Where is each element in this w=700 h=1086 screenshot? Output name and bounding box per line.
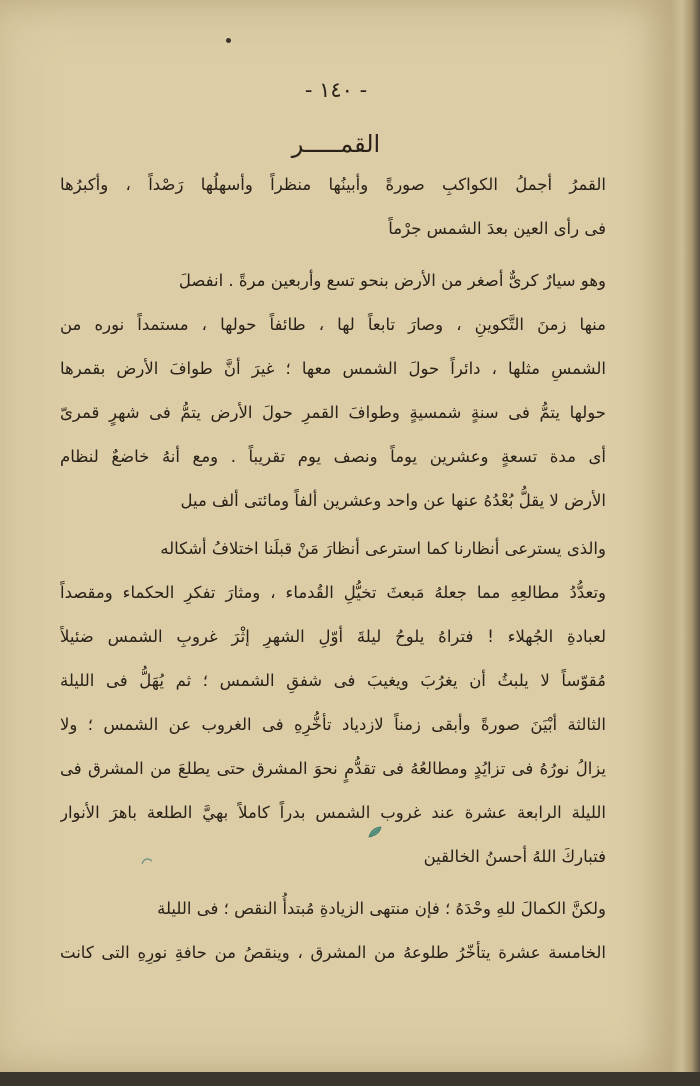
text-line: الأرض لا يقلُّ بُعْدُهُ عنها عن واحد وعشرين ألفاً ومائتى ألف ميل	[180, 491, 606, 510]
text-line: الثالثة أبْيَنَ صورةً وأبقى زمناً لازدياد تأخُّرِهِ فى الغروب عن الشمس ؛ ولا	[60, 715, 606, 734]
page-edge	[672, 0, 700, 1086]
text-line: القمرُ أجملُ الكواكبِ صورةً وأبينُها منظراً وأسهلُها رَصْداً ، وأكبرُها	[60, 175, 606, 194]
chapter-title: القمـــــر	[291, 130, 381, 158]
text-line: الشمسِ مثلها ، دائراً حولَ الشمس معها ؛ غيرَ أنَّ طوافَ الأرض بقمرها	[60, 359, 606, 378]
page-bottom-edge	[0, 1072, 700, 1086]
text-line: والذى يسترعى أنظارنا كما استرعى أنظارَ مَنْ قبلَنا اختلافُ أشكاله	[160, 539, 606, 558]
text-line: حولها يتمُّ فى سنةٍ شمسيةٍ وطوافَ القمرِ حولَ الأرض يتمُّ فى شهرٍ قمرىّ	[60, 403, 606, 422]
text-line: وهو سيارٌ كرىٌّ أصغر من الأرض بنحو تسع وأربعين مرةً . انفصلَ	[178, 271, 606, 290]
page-number: - ١٤٠ -	[304, 78, 368, 102]
ink-dot	[226, 38, 231, 43]
text-line: الليلة الرابعة عشرة عند غروب الشمس بدراً كاملاً بهيَّ الطلعة باهرَ الأنوار	[60, 803, 606, 822]
text-line: وتعدُّدُ مطالعِهِ مما جعلهُ مَبعثَ تخيُّلِ القُدماء ، ومثارَ تفكرِ الحكماء ومقصداً	[60, 583, 606, 602]
text-line: لعبادةِ الجُهلاء ! فتراهُ يلوحُ ليلةَ أوّلِ الشهرِ إثْرَ غروبِ الشمس ضئيلاً	[60, 627, 606, 646]
text-line: الخامسة عشرة يتأخّرُ طلوعهُ من المشرق ، وينقصُ من حافةِ نورِهِ التى كانت	[60, 943, 606, 962]
text-line: يزالُ نورُهُ فى تزايُدٍ ومطالعُهُ فى تقدُّمٍ نحوَ المشرق حتى يطلعَ من المشرق فى	[60, 759, 606, 778]
text-line: أى مدة تسعةٍ وعشرين يوماً ونصف يوم تقريباً . ومع أنهُ خاضعٌ لنظام	[60, 447, 606, 466]
margin-mark-icon	[140, 856, 154, 866]
text-line: فى رأى العين بعدَ الشمس جرْماً	[388, 219, 606, 238]
text-line: ولكنَّ الكمالَ للهِ وحْدَهُ ؛ فإن منتهى الزيادةِ مُبتدأُ النقص ؛ فى الليلة	[157, 899, 606, 918]
text-line: منها زمنَ التَّكوينِ ، وصارَ تابعاً لها ، طائفاً حولها ، مستمداً نوره من	[60, 315, 606, 334]
text-line: مُقوّساً لا يلبثُ أن يغرُبَ ويغيبَ فى شفقِ الشمس ؛ ثم يُهَلُّ فى الليلة	[60, 671, 606, 690]
leaf-mark-icon	[368, 826, 382, 838]
text-line: فتباركَ اللهُ أحسنُ الخالقين	[423, 847, 606, 866]
